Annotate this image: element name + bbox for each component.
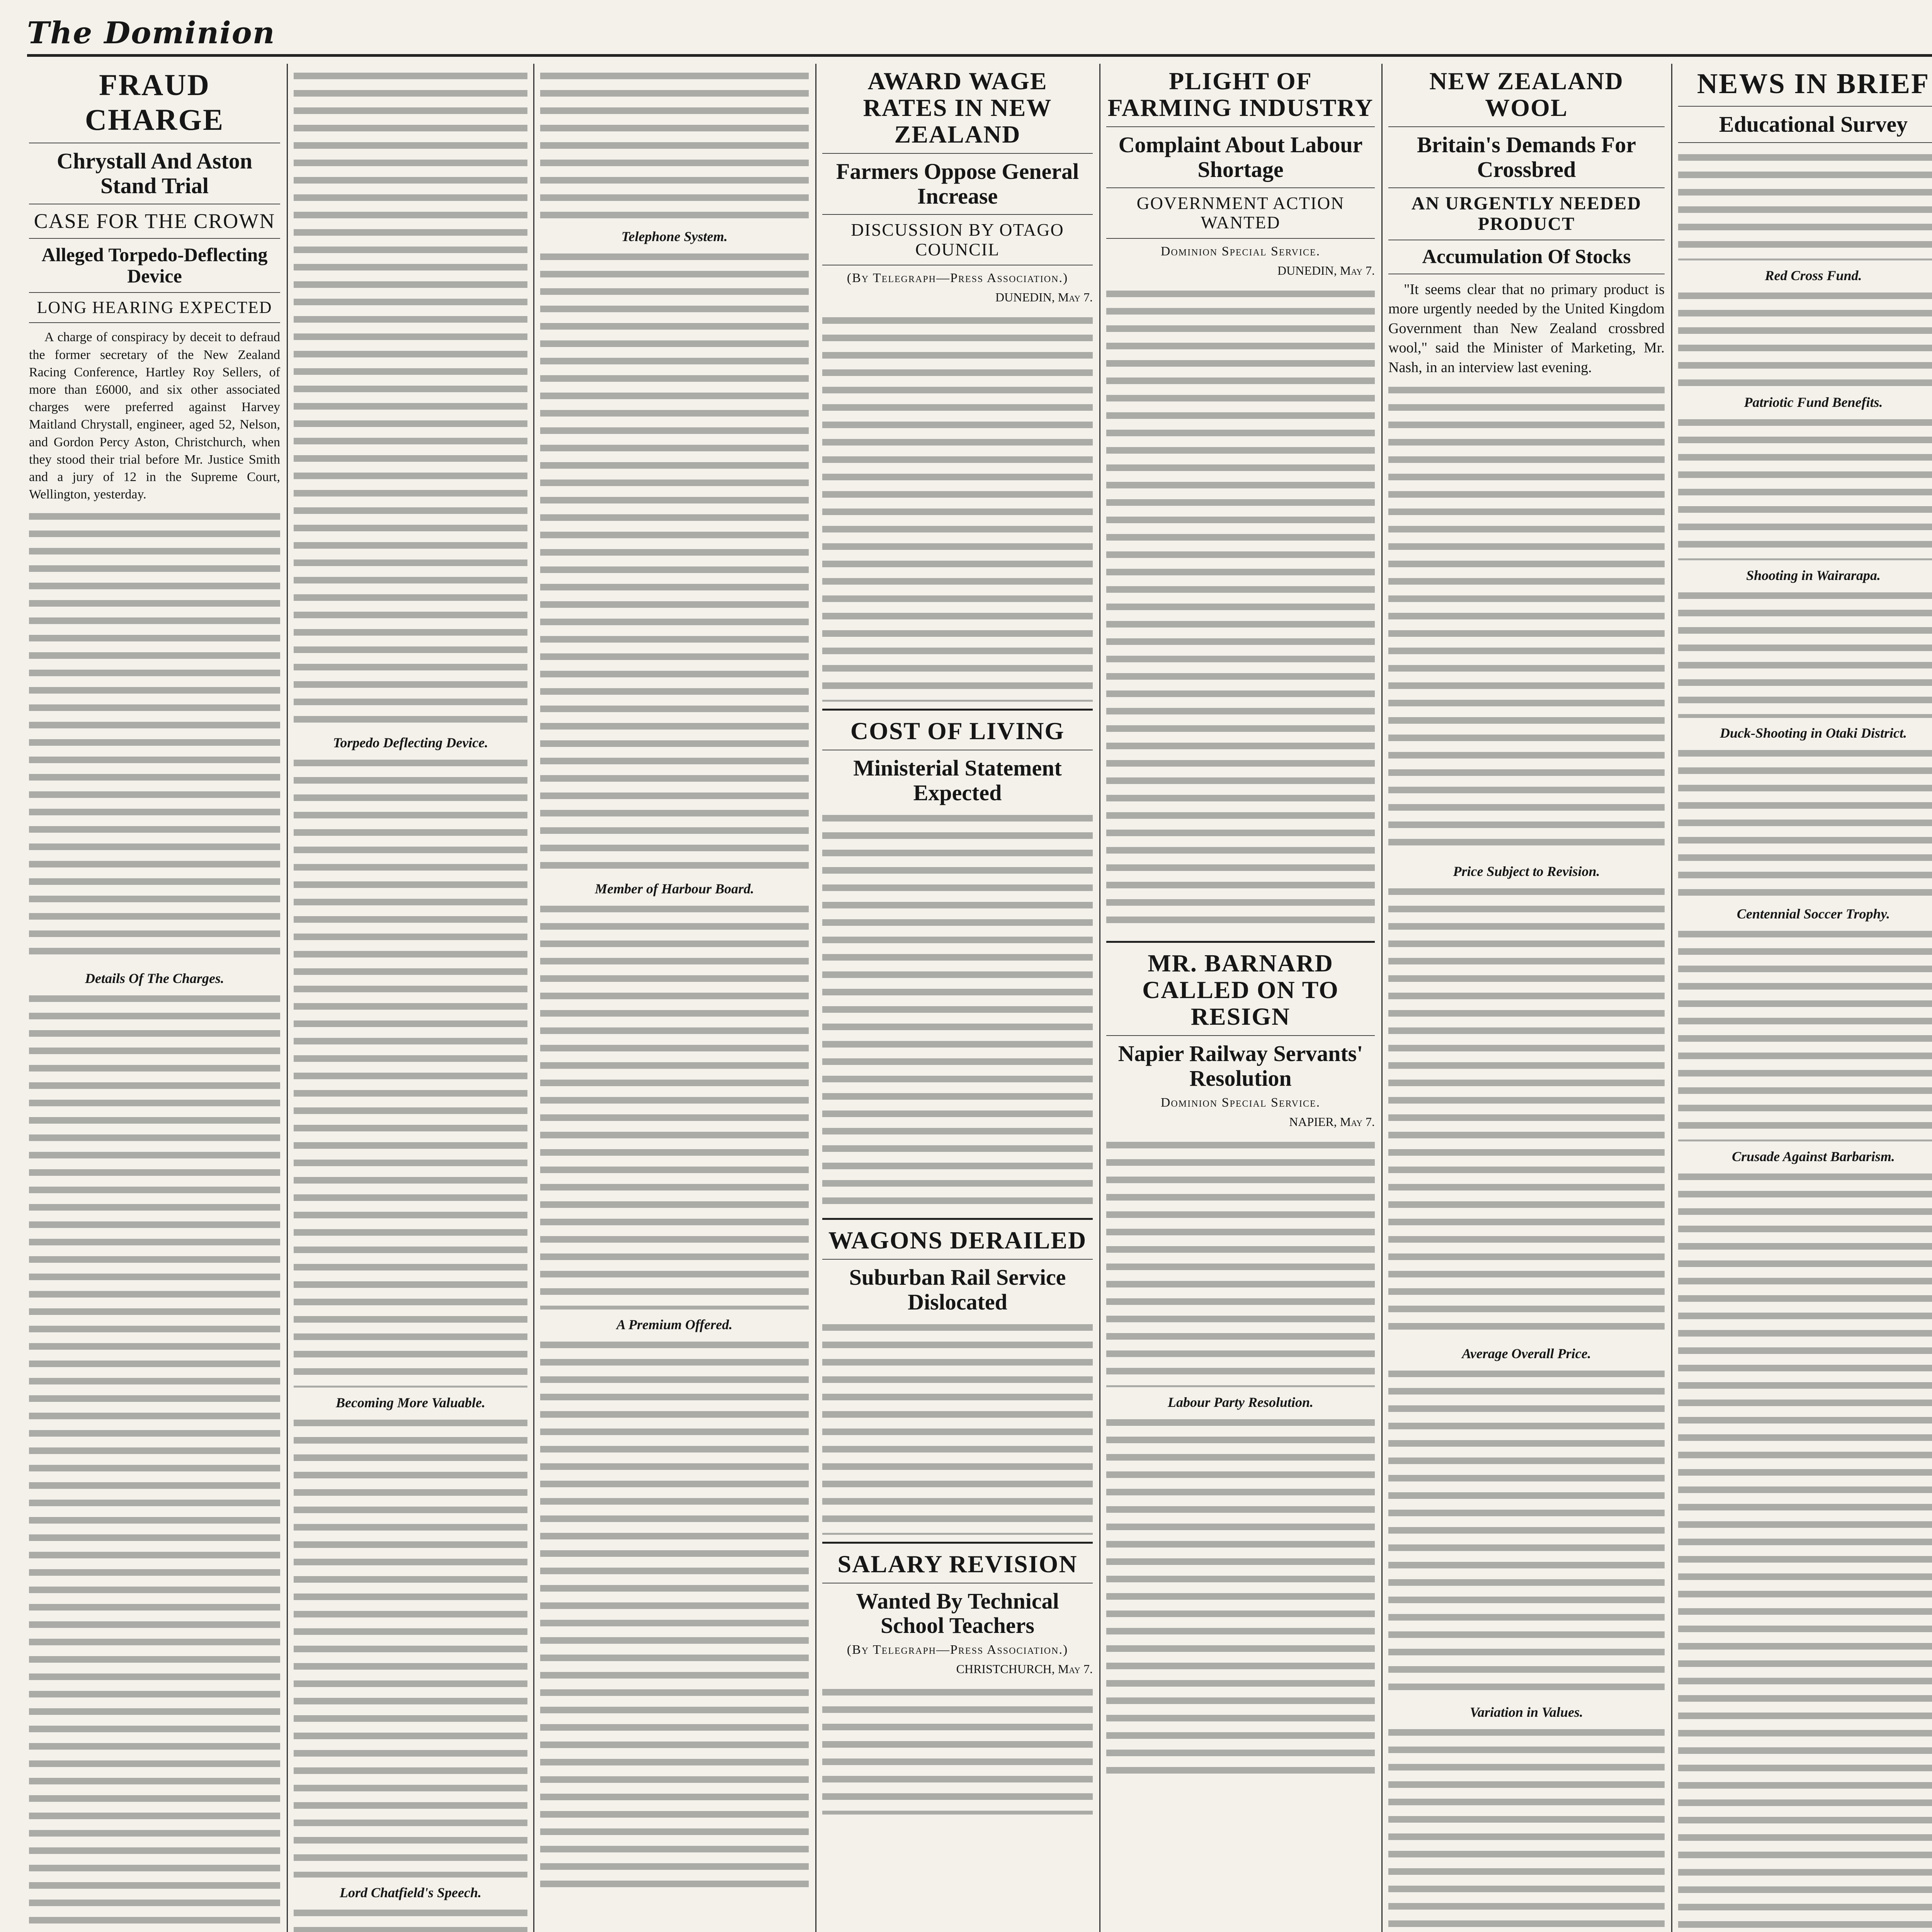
article-text bbox=[1106, 1136, 1375, 1387]
column-rule bbox=[1671, 64, 1672, 1932]
article-text bbox=[1388, 381, 1665, 856]
divider bbox=[1106, 238, 1375, 239]
section-heading: Lord Chatfield's Speech. bbox=[340, 1885, 481, 1900]
article-fraud-charge bbox=[29, 64, 280, 1932]
column-rule bbox=[815, 64, 816, 1932]
subheadline: Chrystall And Aston Stand Trial bbox=[56, 148, 253, 198]
deck: LONG HEARING EXPECTED bbox=[37, 298, 272, 317]
article-text bbox=[1388, 1723, 1665, 1932]
divider bbox=[822, 709, 1093, 711]
section-heading: Duck-Shooting in Otaki District. bbox=[1719, 725, 1907, 741]
article-text bbox=[822, 1683, 1093, 1815]
article-text bbox=[1678, 1168, 1932, 1932]
article-text bbox=[822, 311, 1093, 702]
dateline: DUNEDIN, May 7. bbox=[995, 290, 1093, 304]
subheadline: Britain's Demands For Crossbred bbox=[1417, 132, 1636, 182]
column-rule bbox=[533, 64, 534, 1932]
subheadline: Suburban Rail Service Dislocated bbox=[849, 1264, 1066, 1315]
headline: FRAUD CHARGE bbox=[85, 68, 224, 136]
divider bbox=[1106, 126, 1375, 127]
article-text bbox=[1678, 587, 1932, 718]
divider bbox=[1106, 941, 1375, 943]
divider bbox=[1388, 126, 1665, 127]
section-heading: Labour Party Resolution. bbox=[1167, 1394, 1314, 1410]
deck: AN URGENTLY NEEDED PRODUCT bbox=[1411, 193, 1642, 234]
article-text bbox=[540, 248, 809, 874]
article-text bbox=[822, 809, 1093, 1211]
divider bbox=[29, 292, 280, 293]
subheadline: Ministerial Statement Expected bbox=[853, 755, 1062, 806]
divider bbox=[1106, 187, 1375, 188]
section-heading: Becoming More Valuable. bbox=[335, 1395, 486, 1410]
section-heading: Variation in Values. bbox=[1469, 1704, 1583, 1720]
section-heading: Patriotic Fund Benefits. bbox=[1744, 394, 1883, 410]
article-text bbox=[1106, 1413, 1375, 1781]
headline: SALARY REVISION bbox=[837, 1550, 1078, 1578]
article-continuation bbox=[540, 64, 809, 1932]
column-rule bbox=[1099, 64, 1100, 1932]
headline: WAGONS DERAILED bbox=[828, 1226, 1087, 1254]
deck: GOVERNMENT ACTION WANTED bbox=[1136, 193, 1345, 233]
byline: (By Telegraph—Press Association.) bbox=[847, 1643, 1068, 1657]
article-text bbox=[294, 67, 527, 728]
divider bbox=[822, 153, 1093, 154]
article-continuation bbox=[294, 64, 527, 1932]
article-text bbox=[1106, 285, 1375, 934]
divider bbox=[1678, 142, 1932, 143]
deck: CASE FOR THE CROWN bbox=[34, 209, 276, 233]
article-text bbox=[29, 990, 280, 1932]
divider bbox=[822, 1542, 1093, 1544]
headline: COST OF LIVING bbox=[850, 717, 1065, 745]
subheadline: Napier Railway Servants' Resolution bbox=[1118, 1041, 1363, 1091]
article-award-wage-rates bbox=[822, 64, 1093, 1932]
article-text bbox=[822, 1318, 1093, 1535]
article-text bbox=[1678, 744, 1932, 899]
article-new-zealand-wool bbox=[1388, 64, 1665, 1932]
subheadline: Educational Survey bbox=[1719, 112, 1908, 137]
lead-paragraph: "It seems clear that no primary product is more urgently needed by the United Kingdom Government than New Zealand crossbred wool," said the Minister of Marketing, Mr. Nash, in an interview last evening. bbox=[1388, 281, 1665, 376]
dateline: CHRISTCHURCH, May 7. bbox=[956, 1662, 1093, 1676]
section-heading: Member of Harbour Board. bbox=[595, 881, 754, 896]
section-heading: Average Overall Price. bbox=[1462, 1346, 1591, 1362]
column-rule bbox=[1381, 64, 1383, 1932]
divider bbox=[29, 322, 280, 323]
headline: PLIGHT OF FARMING INDUSTRY bbox=[1107, 67, 1374, 122]
section-heading: Crusade Against Barbarism. bbox=[1732, 1148, 1895, 1164]
article-text bbox=[1388, 1365, 1665, 1697]
divider bbox=[822, 1259, 1093, 1260]
section-heading: Red Cross Fund. bbox=[1765, 267, 1862, 283]
subheadline: Farmers Oppose General Increase bbox=[836, 159, 1079, 209]
divider bbox=[1678, 106, 1932, 107]
article-text bbox=[540, 67, 809, 221]
article-text bbox=[294, 1904, 527, 1932]
subheadline: Accumulation Of Stocks bbox=[1422, 246, 1631, 268]
dateline: DUNEDIN, May 7. bbox=[1277, 264, 1375, 277]
section-heading: Details Of The Charges. bbox=[85, 970, 224, 986]
divider bbox=[822, 1218, 1093, 1220]
divider bbox=[1388, 187, 1665, 188]
article-text bbox=[1678, 287, 1932, 387]
divider bbox=[822, 214, 1093, 215]
article-text bbox=[1388, 883, 1665, 1338]
section-heading: Shooting in Wairarapa. bbox=[1746, 567, 1881, 583]
masthead bbox=[27, 15, 1932, 57]
byline: (By Telegraph—Press Association.) bbox=[847, 271, 1068, 286]
lead-paragraph: A charge of conspiracy by deceit to defraud the former secretary of the New Zealand Racing Conference, Hartley Roy Sellers, of more than £6000, and six other associated charges were preferred against Harvey Maitland Chrystall, engineer, aged 52, Nelson, and Gordon Percy Aston, Christchurch, when they stood their trial before Mr. Justice Smith and a jury of 12 in the Supreme Court, Wellington, yesterday. bbox=[29, 330, 280, 502]
subheadline: Complaint About Labour Shortage bbox=[1118, 132, 1363, 182]
article-text bbox=[294, 1414, 527, 1878]
section-heading: Price Subject to Revision. bbox=[1453, 864, 1600, 879]
section-heading: Telephone System. bbox=[621, 229, 728, 244]
dateline: NAPIER, May 7. bbox=[1289, 1114, 1375, 1129]
byline: Dominion Special Service. bbox=[1160, 1095, 1321, 1110]
section-heading: A Premium Offered. bbox=[616, 1317, 733, 1332]
column-rule bbox=[287, 64, 288, 1932]
article-plight-of-farming bbox=[1106, 64, 1375, 1932]
divider bbox=[1106, 1035, 1375, 1036]
deck: DISCUSSION BY OTAGO COUNCIL bbox=[851, 219, 1064, 259]
section-heading: Centennial Soccer Trophy. bbox=[1736, 906, 1890, 922]
headline: NEW ZEALAND WOOL bbox=[1429, 67, 1624, 122]
headline: MR. BARNARD CALLED ON TO RESIGN bbox=[1142, 949, 1339, 1031]
masthead-title: The Dominion bbox=[27, 15, 276, 51]
subheadline: Wanted By Technical School Teachers bbox=[856, 1588, 1059, 1638]
divider bbox=[29, 238, 280, 239]
headline: AWARD WAGE RATES IN NEW ZEALAND bbox=[863, 67, 1052, 148]
article-text bbox=[1678, 925, 1932, 1141]
subheadline: Alleged Torpedo-Deflecting Device bbox=[41, 243, 268, 287]
article-text bbox=[540, 1336, 809, 1892]
article-text bbox=[1678, 413, 1932, 560]
section-heading: Torpedo Deflecting Device. bbox=[333, 735, 488, 750]
article-text bbox=[1678, 148, 1932, 260]
news-in-brief bbox=[1678, 64, 1932, 1932]
article-text bbox=[29, 507, 280, 963]
headline: NEWS IN BRIEF bbox=[1697, 68, 1930, 100]
article-text bbox=[540, 900, 809, 1310]
article-text bbox=[294, 754, 527, 1388]
byline: Dominion Special Service. bbox=[1160, 244, 1321, 259]
